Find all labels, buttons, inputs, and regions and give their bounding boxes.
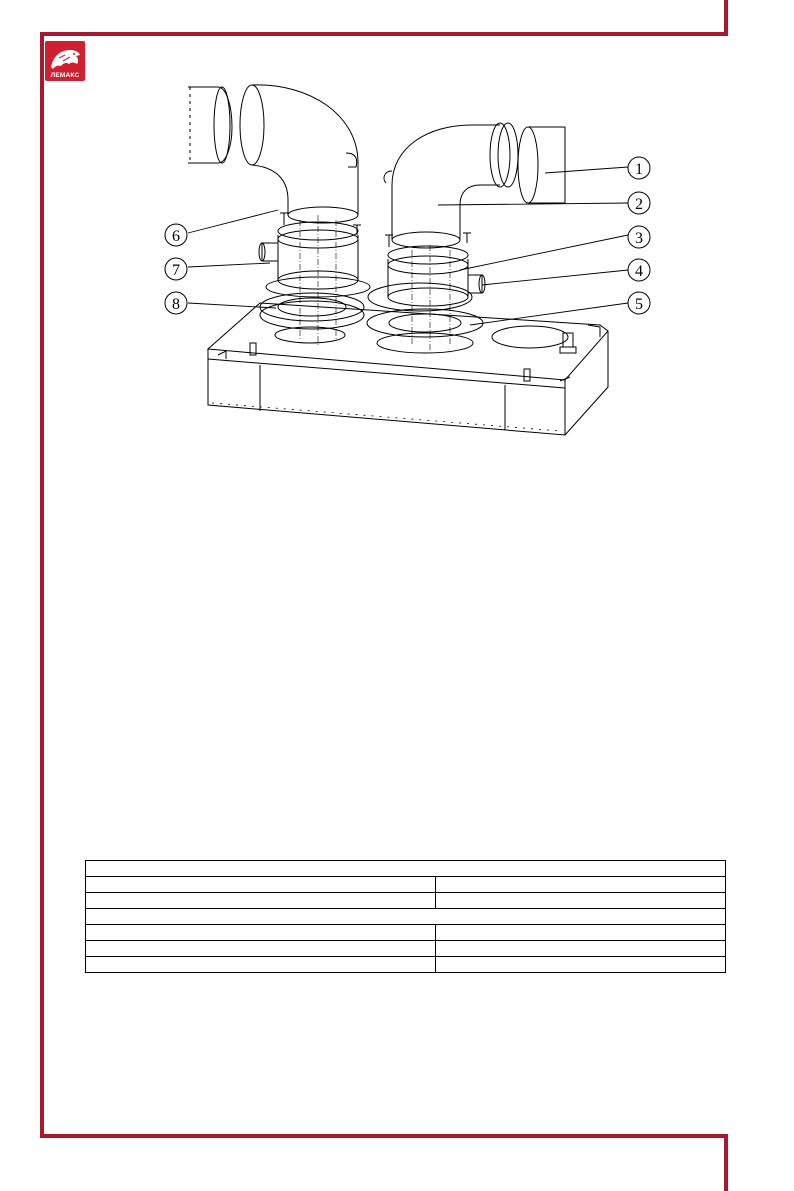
- table-cell: [436, 877, 726, 893]
- table-cell: [86, 941, 436, 957]
- page-frame-top-right: [724, 0, 728, 36]
- page-frame-top: [40, 32, 728, 36]
- table-cell: [86, 925, 436, 941]
- table-row: [86, 877, 726, 893]
- callout-label-8: 8: [172, 296, 180, 313]
- page-frame-bottom: [40, 1134, 728, 1138]
- table-cell: [86, 957, 436, 973]
- table-cell: [86, 893, 436, 909]
- right-elbow: [384, 123, 518, 248]
- table-row: [86, 909, 726, 925]
- callout-label-6: 6: [172, 228, 180, 245]
- table-cell: [86, 877, 436, 893]
- table-cell: [436, 925, 726, 941]
- boiler-chimney-adapter-drawing: [160, 75, 680, 445]
- callout-label-3: 3: [635, 230, 643, 247]
- right-adapter: [368, 246, 485, 311]
- callout-label-2: 2: [635, 196, 643, 213]
- left-flange: [260, 293, 364, 343]
- callout-label-5: 5: [635, 296, 643, 313]
- table-cell: [436, 941, 726, 957]
- table-cell: [86, 861, 726, 877]
- table-cell: [86, 909, 726, 925]
- brand-name: ЛЕМАКС: [50, 72, 80, 79]
- brand-logo: [45, 41, 85, 81]
- left-elbow: [240, 85, 358, 223]
- specification-table: [85, 860, 726, 973]
- callout-label-4: 4: [635, 263, 643, 280]
- page-frame-left: [40, 32, 44, 1138]
- callout-markers: [165, 157, 650, 314]
- callout-label-7: 7: [172, 262, 180, 279]
- leader-lines: [188, 167, 628, 325]
- table-cell: [436, 957, 726, 973]
- page-frame-bottom-right: [724, 1134, 728, 1191]
- table-row: [86, 893, 726, 909]
- table-row: [86, 941, 726, 957]
- right-pipe-segment: [518, 127, 565, 203]
- table-row: [86, 925, 726, 941]
- right-flange: [367, 309, 483, 353]
- table-row: [86, 957, 726, 973]
- left-pipe-segment: [188, 87, 232, 163]
- callout-label-1: 1: [635, 161, 643, 178]
- table-row: [86, 861, 726, 877]
- table-cell: [436, 893, 726, 909]
- left-adapter: [259, 222, 370, 297]
